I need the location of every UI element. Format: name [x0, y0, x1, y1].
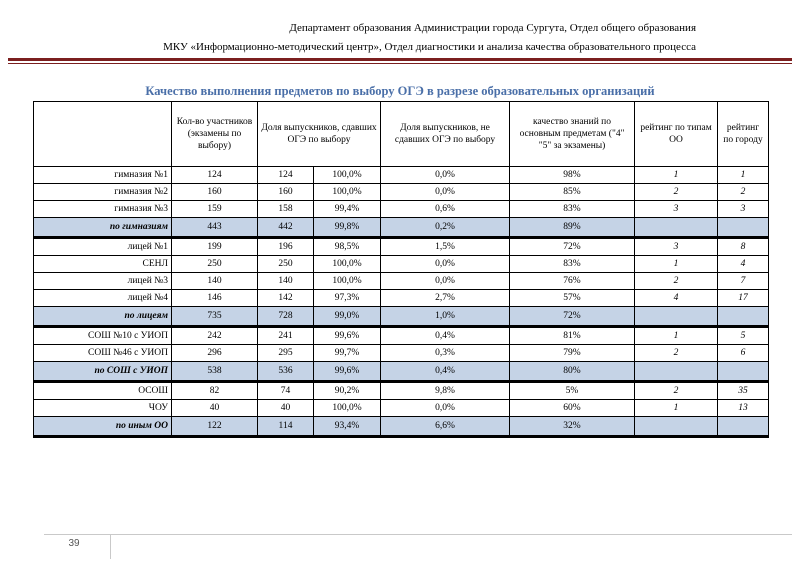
- cell-passed-count: 536: [258, 362, 314, 382]
- header-rank-type: рейтинг по типам ОО: [635, 102, 718, 167]
- cell-rank-type: [635, 307, 718, 327]
- cell-passed-percent: 100,0%: [314, 400, 381, 417]
- cell-passed-percent: 93,4%: [314, 417, 381, 437]
- cell-participants: 40: [172, 400, 258, 417]
- cell-rank-city: 5: [718, 327, 769, 345]
- cell-passed-count: 295: [258, 345, 314, 362]
- cell-failed-percent: 6,6%: [381, 417, 510, 437]
- cell-quality: 76%: [510, 273, 635, 290]
- table-title: Качество выполнения предметов по выбору ОГЭ в разрезе образовательных организаций: [145, 84, 655, 98]
- cell-rank-type: [635, 218, 718, 238]
- cell-passed-percent: 99,6%: [314, 327, 381, 345]
- cell-passed-percent: 100,0%: [314, 167, 381, 184]
- cell-participants: 124: [172, 167, 258, 184]
- cell-quality: 85%: [510, 184, 635, 201]
- table-row: [34, 273, 769, 290]
- cell-failed-percent: 0,0%: [381, 167, 510, 184]
- table-header-row: [34, 102, 769, 167]
- header-rule-thin: [8, 63, 792, 64]
- cell-rank-city: 3: [718, 201, 769, 218]
- cell-rank-city: 17: [718, 290, 769, 307]
- cell-quality: 81%: [510, 327, 635, 345]
- table-row: [34, 382, 769, 400]
- cell-quality: 72%: [510, 238, 635, 256]
- cell-participants: 160: [172, 184, 258, 201]
- cell-quality: 83%: [510, 201, 635, 218]
- summary-row: [34, 307, 769, 327]
- cell-failed-percent: 2,7%: [381, 290, 510, 307]
- cell-passed-percent: 98,5%: [314, 238, 381, 256]
- cell-participants: 538: [172, 362, 258, 382]
- cell-rank-city: 13: [718, 400, 769, 417]
- table-row: [34, 345, 769, 362]
- cell-rank-city: 7: [718, 273, 769, 290]
- table-row: [34, 238, 769, 256]
- cell-passed-percent: 100,0%: [314, 273, 381, 290]
- header-participants: Кол-во участников (экзамены по выбору): [172, 102, 258, 167]
- cell-passed-percent: 99,6%: [314, 362, 381, 382]
- cell-rank-type: 3: [635, 238, 718, 256]
- row-name: по лицеям: [34, 307, 172, 327]
- cell-participants: 250: [172, 256, 258, 273]
- table-row: [34, 400, 769, 417]
- cell-participants: 735: [172, 307, 258, 327]
- summary-row: [34, 417, 769, 437]
- cell-failed-percent: 0,6%: [381, 201, 510, 218]
- cell-participants: 296: [172, 345, 258, 362]
- cell-passed-count: 40: [258, 400, 314, 417]
- cell-passed-count: 442: [258, 218, 314, 238]
- cell-failed-percent: 0,4%: [381, 327, 510, 345]
- row-name: ОСОШ: [34, 382, 172, 400]
- cell-passed-count: 142: [258, 290, 314, 307]
- row-name: лицей №1: [34, 238, 172, 256]
- cell-rank-city: [718, 218, 769, 238]
- cell-passed-percent: 97,3%: [314, 290, 381, 307]
- cell-passed-count: 160: [258, 184, 314, 201]
- cell-rank-type: 2: [635, 273, 718, 290]
- cell-rank-type: 3: [635, 201, 718, 218]
- cell-passed-percent: 99,4%: [314, 201, 381, 218]
- row-name: СЕНЛ: [34, 256, 172, 273]
- cell-rank-city: 35: [718, 382, 769, 400]
- cell-participants: 443: [172, 218, 258, 238]
- header-passed: Доля выпускников, сдавших ОГЭ по выбору: [258, 102, 381, 167]
- cell-rank-type: [635, 417, 718, 437]
- cell-participants: 242: [172, 327, 258, 345]
- cell-rank-type: 1: [635, 256, 718, 273]
- row-name: лицей №4: [34, 290, 172, 307]
- cell-rank-city: [718, 307, 769, 327]
- cell-quality: 98%: [510, 167, 635, 184]
- cell-rank-type: 2: [635, 184, 718, 201]
- cell-passed-percent: 99,0%: [314, 307, 381, 327]
- cell-quality: 57%: [510, 290, 635, 307]
- cell-quality: 83%: [510, 256, 635, 273]
- cell-rank-city: 6: [718, 345, 769, 362]
- cell-passed-count: 74: [258, 382, 314, 400]
- cell-rank-type: 1: [635, 400, 718, 417]
- cell-passed-count: 196: [258, 238, 314, 256]
- table-row: [34, 184, 769, 201]
- cell-passed-count: 241: [258, 327, 314, 345]
- table-row: [34, 327, 769, 345]
- cell-quality: 80%: [510, 362, 635, 382]
- cell-rank-type: 2: [635, 382, 718, 400]
- cell-rank-type: 4: [635, 290, 718, 307]
- cell-passed-count: 728: [258, 307, 314, 327]
- cell-failed-percent: 0,0%: [381, 400, 510, 417]
- cell-rank-city: [718, 417, 769, 437]
- header-center: МКУ «Информационно-методический центр», Отдел диагностики и анализа качества образовательного процесса: [163, 41, 696, 53]
- cell-passed-percent: 100,0%: [314, 184, 381, 201]
- cell-participants: 159: [172, 201, 258, 218]
- cell-passed-percent: 100,0%: [314, 256, 381, 273]
- header-rule-thick: [8, 58, 792, 61]
- cell-participants: 82: [172, 382, 258, 400]
- table-row: [34, 290, 769, 307]
- table-row: [34, 256, 769, 273]
- cell-passed-percent: 99,8%: [314, 218, 381, 238]
- cell-failed-percent: 1,0%: [381, 307, 510, 327]
- cell-passed-count: 250: [258, 256, 314, 273]
- results-table: [33, 101, 769, 438]
- cell-rank-city: [718, 362, 769, 382]
- cell-quality: 89%: [510, 218, 635, 238]
- cell-failed-percent: 9,8%: [381, 382, 510, 400]
- cell-rank-city: 1: [718, 167, 769, 184]
- row-name: гимназия №3: [34, 201, 172, 218]
- cell-rank-type: 1: [635, 167, 718, 184]
- header-failed: Доля выпускников, не сдавших ОГЭ по выбору: [381, 102, 510, 167]
- row-name: гимназия №2: [34, 184, 172, 201]
- cell-participants: 199: [172, 238, 258, 256]
- row-name: по СОШ с УИОП: [34, 362, 172, 382]
- row-name: гимназия №1: [34, 167, 172, 184]
- table-row: [34, 201, 769, 218]
- cell-passed-count: 158: [258, 201, 314, 218]
- header-department: Департамент образования Администрации города Сургута, Отдел общего образования: [289, 22, 696, 34]
- row-name: ЧОУ: [34, 400, 172, 417]
- cell-quality: 5%: [510, 382, 635, 400]
- cell-failed-percent: 0,0%: [381, 273, 510, 290]
- cell-failed-percent: 0,2%: [381, 218, 510, 238]
- row-name: СОШ №46 с УИОП: [34, 345, 172, 362]
- cell-passed-percent: 99,7%: [314, 345, 381, 362]
- cell-passed-percent: 90,2%: [314, 382, 381, 400]
- cell-rank-city: 2: [718, 184, 769, 201]
- cell-rank-type: 2: [635, 345, 718, 362]
- cell-quality: 79%: [510, 345, 635, 362]
- cell-rank-city: 8: [718, 238, 769, 256]
- summary-row: [34, 218, 769, 238]
- cell-failed-percent: 0,3%: [381, 345, 510, 362]
- cell-failed-percent: 0,0%: [381, 184, 510, 201]
- cell-quality: 72%: [510, 307, 635, 327]
- row-name: по иным ОО: [34, 417, 172, 437]
- cell-rank-type: [635, 362, 718, 382]
- row-name: СОШ №10 с УИОП: [34, 327, 172, 345]
- summary-row: [34, 362, 769, 382]
- page-number: 39: [68, 538, 80, 549]
- footer-rule: [110, 534, 792, 535]
- header-name: [34, 102, 172, 167]
- cell-rank-type: 1: [635, 327, 718, 345]
- header-quality: качество знаний по основным предметам ("4" "5" за экзамены): [510, 102, 635, 167]
- table-row: [34, 167, 769, 184]
- cell-quality: 32%: [510, 417, 635, 437]
- cell-passed-count: 124: [258, 167, 314, 184]
- row-name: по гимназиям: [34, 218, 172, 238]
- cell-quality: 60%: [510, 400, 635, 417]
- cell-participants: 122: [172, 417, 258, 437]
- row-name: лицей №3: [34, 273, 172, 290]
- cell-failed-percent: 0,0%: [381, 256, 510, 273]
- cell-passed-count: 114: [258, 417, 314, 437]
- cell-participants: 146: [172, 290, 258, 307]
- header-rank-city: рейтинг по городу: [718, 102, 769, 167]
- cell-passed-count: 140: [258, 273, 314, 290]
- cell-participants: 140: [172, 273, 258, 290]
- cell-failed-percent: 1,5%: [381, 238, 510, 256]
- cell-failed-percent: 0,4%: [381, 362, 510, 382]
- cell-rank-city: 4: [718, 256, 769, 273]
